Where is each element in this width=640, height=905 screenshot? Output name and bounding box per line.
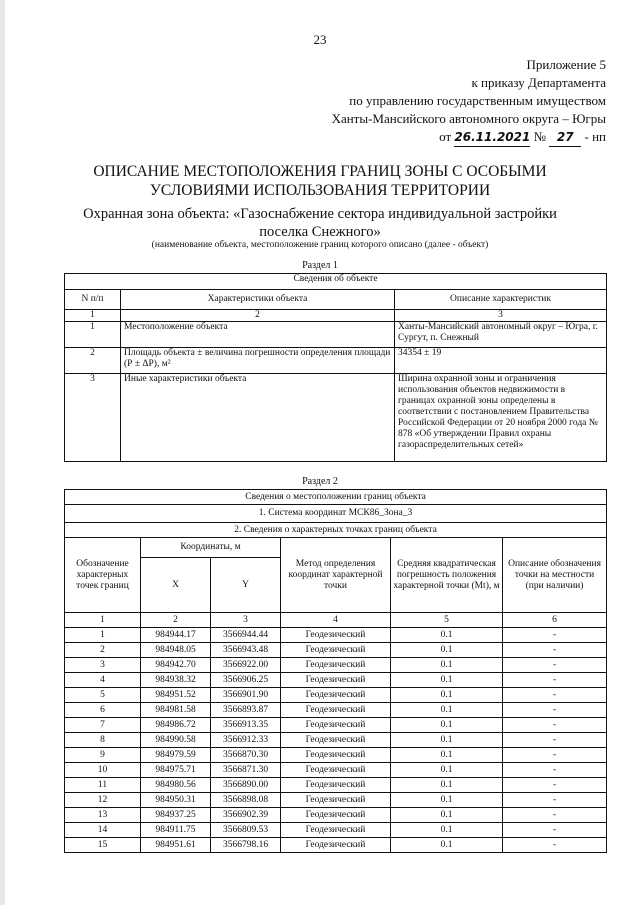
table-row <box>65 628 607 643</box>
point-number: 9 <box>65 748 141 763</box>
table-row <box>65 673 607 688</box>
location-desc: - <box>503 778 607 793</box>
point-number: 11 <box>65 778 141 793</box>
index-cell: 3 <box>211 613 281 628</box>
description: 34354 ± 19 <box>395 348 607 374</box>
location-desc: - <box>503 628 607 643</box>
accuracy: 0.1 <box>391 748 503 763</box>
x-coordinate: 984911.75 <box>141 823 211 838</box>
accuracy: 0.1 <box>391 763 503 778</box>
method: Геодезический <box>281 643 391 658</box>
appendix-block <box>332 56 606 147</box>
location-desc: - <box>503 793 607 808</box>
appendix-line1: Приложение 5 <box>526 57 606 72</box>
accuracy: 0.1 <box>391 703 503 718</box>
accuracy: 0.1 <box>391 643 503 658</box>
point-number: 3 <box>65 658 141 673</box>
accuracy: 0.1 <box>391 658 503 673</box>
x-coordinate: 984951.52 <box>141 688 211 703</box>
order-number: 27 <box>549 128 581 147</box>
subtitle-line1: Охранная зона объекта: «Газоснабжение сектора индивидуальной застройки <box>83 206 557 222</box>
table2-header: Сведения о местоположении границ объекта <box>65 490 607 505</box>
accuracy-header: Средняя квадратическая погрешность положения характерной точки (Mt), м <box>391 538 503 613</box>
col-char-header: Характеристики объекта <box>121 290 395 310</box>
method: Геодезический <box>281 658 391 673</box>
index-cell: 1 <box>65 613 141 628</box>
description: Ширина охранной зоны и ограничения использования объектов недвижимости в границах охранной зоны определены в соответствии с постановлением Правительства Российской Федерации от 20 ноября 2000 года № 878 «Об утверждении Правил охраны газораспределительных сетей» <box>395 374 607 462</box>
y-header: Y <box>211 558 281 613</box>
method: Геодезический <box>281 718 391 733</box>
point-number: 2 <box>65 643 141 658</box>
location-desc: - <box>503 658 607 673</box>
accuracy: 0.1 <box>391 673 503 688</box>
method: Геодезический <box>281 628 391 643</box>
point-number: 12 <box>65 793 141 808</box>
from-label: от <box>439 129 452 144</box>
object-info-table <box>64 273 607 462</box>
location-desc: - <box>503 838 607 853</box>
y-coordinate: 3566902.39 <box>211 808 281 823</box>
x-coordinate: 984950.31 <box>141 793 211 808</box>
y-coordinate: 3566893.87 <box>211 703 281 718</box>
table-row <box>65 643 607 658</box>
table-row <box>65 823 607 838</box>
index-cell: 2 <box>121 310 395 322</box>
points-body <box>65 628 607 853</box>
method-header: Метод определения координат характерной точки <box>281 538 391 613</box>
table-row <box>65 838 607 853</box>
col-num-header: N п/п <box>65 290 121 310</box>
point-number: 5 <box>65 688 141 703</box>
method: Геодезический <box>281 793 391 808</box>
table-row <box>65 778 607 793</box>
method: Геодезический <box>281 673 391 688</box>
table1-header: Сведения об объекте <box>65 274 607 290</box>
appendix-line4: Ханты-Мансийского автономного округа – Югры <box>331 111 606 126</box>
method: Геодезический <box>281 823 391 838</box>
y-coordinate: 3566870.30 <box>211 748 281 763</box>
y-coordinate: 3566901.90 <box>211 688 281 703</box>
y-coordinate: 3566809.53 <box>211 823 281 838</box>
point-number: 15 <box>65 838 141 853</box>
row-number: 3 <box>65 374 121 462</box>
method: Геодезический <box>281 703 391 718</box>
accuracy: 0.1 <box>391 718 503 733</box>
index-cell: 4 <box>281 613 391 628</box>
y-coordinate: 3566943.48 <box>211 643 281 658</box>
location-desc: - <box>503 748 607 763</box>
x-coordinate: 984942.70 <box>141 658 211 673</box>
location-desc: - <box>503 718 607 733</box>
point-number: 6 <box>65 703 141 718</box>
characteristic: Местоположение объекта <box>121 322 395 348</box>
location-desc: - <box>503 808 607 823</box>
title-line2: УСЛОВИЯМИ ИСПОЛЬЗОВАНИЯ ТЕРРИТОРИИ <box>149 182 491 199</box>
location-desc: - <box>503 763 607 778</box>
table-row <box>65 793 607 808</box>
location-desc: - <box>503 733 607 748</box>
y-coordinate: 3566871.30 <box>211 763 281 778</box>
method: Геодезический <box>281 838 391 853</box>
table-row <box>65 748 607 763</box>
number-sign: № <box>533 129 546 144</box>
y-coordinate: 3566898.08 <box>211 793 281 808</box>
coordinate-system: 1. Система координат МСК86_Зона_3 <box>65 505 607 523</box>
document-subtitle <box>0 205 640 241</box>
y-coordinate: 3566798.16 <box>211 838 281 853</box>
table-row <box>65 718 607 733</box>
index-cell: 6 <box>503 613 607 628</box>
location-desc: - <box>503 688 607 703</box>
method: Геодезический <box>281 808 391 823</box>
location-desc: - <box>503 703 607 718</box>
point-number: 4 <box>65 673 141 688</box>
index-cell: 1 <box>65 310 121 322</box>
col-desc-header: Описание характеристик <box>395 290 607 310</box>
method: Геодезический <box>281 778 391 793</box>
order-date: 26.11.2021 <box>454 128 530 147</box>
row-number: 1 <box>65 322 121 348</box>
index-cell: 2 <box>141 613 211 628</box>
y-coordinate: 3566890.00 <box>211 778 281 793</box>
x-coordinate: 984986.72 <box>141 718 211 733</box>
title-line1: ОПИСАНИЕ МЕСТОПОЛОЖЕНИЯ ГРАНИЦ ЗОНЫ С ОСОБЫМИ <box>93 163 547 180</box>
table-row <box>65 658 607 673</box>
point-number: 14 <box>65 823 141 838</box>
appendix-line3: по управлению государственным имуществом <box>349 93 606 108</box>
y-coordinate: 3566906.25 <box>211 673 281 688</box>
location-desc: - <box>503 823 607 838</box>
section1-label: Раздел 1 <box>302 260 338 271</box>
location-desc: - <box>503 643 607 658</box>
method: Геодезический <box>281 733 391 748</box>
characteristic: Площадь объекта ± величина погрешности определения площади (Р ± ΔР), м² <box>121 348 395 374</box>
location-desc: - <box>503 673 607 688</box>
boundary-points-table <box>64 489 607 853</box>
y-coordinate: 3566912.33 <box>211 733 281 748</box>
x-coordinate: 984944.17 <box>141 628 211 643</box>
x-coordinate: 984975.71 <box>141 763 211 778</box>
description: Ханты-Мансийский автономный округ – Югра, г. Сургут, п. Снежный <box>395 322 607 348</box>
method: Геодезический <box>281 688 391 703</box>
x-coordinate: 984981.58 <box>141 703 211 718</box>
index-cell: 3 <box>395 310 607 322</box>
accuracy: 0.1 <box>391 838 503 853</box>
y-coordinate: 3566944.44 <box>211 628 281 643</box>
y-coordinate: 3566922.00 <box>211 658 281 673</box>
x-coordinate: 984990.58 <box>141 733 211 748</box>
scan-edge <box>0 0 5 905</box>
appendix-line2: к приказу Департамента <box>471 75 606 90</box>
accuracy: 0.1 <box>391 688 503 703</box>
location-desc-header: Описание обозначения точки на местности (при наличии) <box>503 538 607 613</box>
x-coordinate: 984951.61 <box>141 838 211 853</box>
characteristic: Иные характеристики объекта <box>121 374 395 462</box>
accuracy: 0.1 <box>391 628 503 643</box>
accuracy: 0.1 <box>391 808 503 823</box>
accuracy: 0.1 <box>391 733 503 748</box>
point-number: 10 <box>65 763 141 778</box>
point-number: 13 <box>65 808 141 823</box>
coords-header: Координаты, м <box>141 538 281 558</box>
object-note: (наименование объекта, местоположение границ которого описано (далее - объект) <box>151 240 489 250</box>
y-coordinate: 3566913.35 <box>211 718 281 733</box>
point-number: 7 <box>65 718 141 733</box>
points-subheader: 2. Сведения о характерных точках границ объекта <box>65 523 607 538</box>
point-number: 1 <box>65 628 141 643</box>
x-header: X <box>141 558 211 613</box>
document-title <box>0 162 640 200</box>
appendix-date-line <box>332 128 606 147</box>
x-coordinate: 984979.59 <box>141 748 211 763</box>
table-row <box>65 703 607 718</box>
subtitle-line2: поселка Снежного» <box>259 224 381 240</box>
x-coordinate: 984937.25 <box>141 808 211 823</box>
table-row <box>65 808 607 823</box>
table-row <box>65 733 607 748</box>
x-coordinate: 984938.32 <box>141 673 211 688</box>
accuracy: 0.1 <box>391 778 503 793</box>
section2-label: Раздел 2 <box>302 476 338 487</box>
method: Геодезический <box>281 763 391 778</box>
x-coordinate: 984948.05 <box>141 643 211 658</box>
point-number: 8 <box>65 733 141 748</box>
accuracy: 0.1 <box>391 823 503 838</box>
accuracy: 0.1 <box>391 793 503 808</box>
table-row <box>65 763 607 778</box>
index-cell: 5 <box>391 613 503 628</box>
method: Геодезический <box>281 748 391 763</box>
point-header: Обозначение характерных точек границ <box>65 538 141 613</box>
order-suffix: - нп <box>584 129 606 144</box>
x-coordinate: 984980.56 <box>141 778 211 793</box>
table-row <box>65 688 607 703</box>
page-number: 23 <box>313 32 327 47</box>
row-number: 2 <box>65 348 121 374</box>
